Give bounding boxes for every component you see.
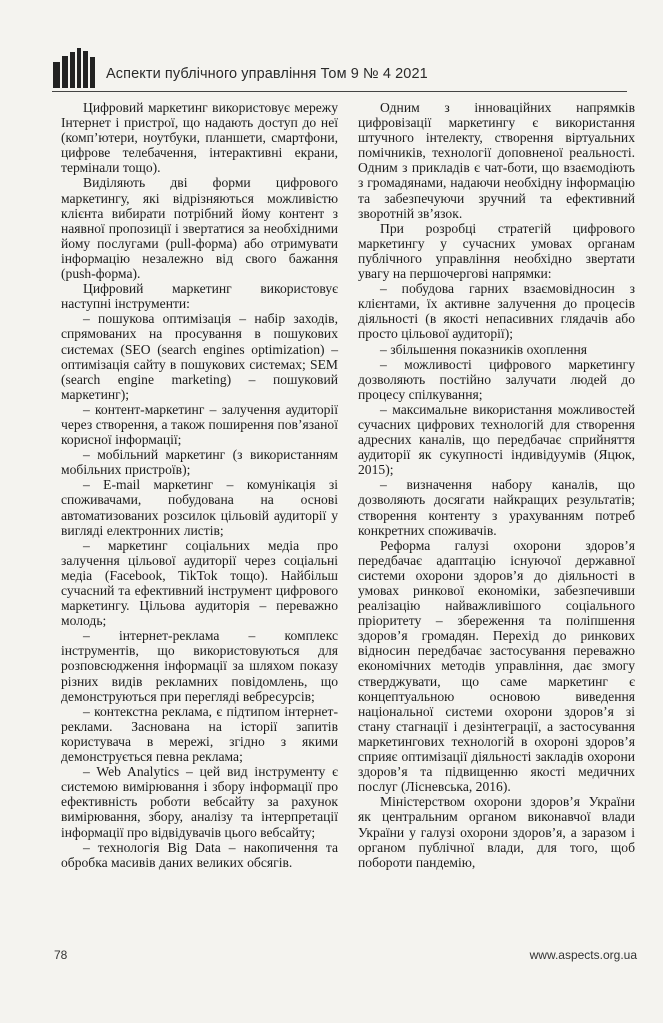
paragraph: Цифровий маркетинг використовує наступні інструменти: (61, 281, 338, 312)
header-divider (52, 91, 627, 92)
journal-title: Аспекти публічного управління Том 9 № 4 2021 (106, 66, 428, 82)
website-link[interactable]: www.aspects.org.ua (529, 948, 637, 962)
list-item: – E-mail маркетинг – комунікація зі споживачами, побудована на основі автоматизованих розсилок цільовій аудиторії у вигляді електронних листів; (61, 477, 338, 538)
list-item: – маркетинг соціальних медіа про залучення цільової аудиторії через соціальні медіа (Facebook, TikTok тощо). Найбільш сучасний та ефективний інструмент цифрового маркетингу. Цільова аудиторія – переважно молодь; (61, 537, 338, 629)
paragraph: При розробці стратегій цифрового маркетингу у сучасних умовах органам публічного управління необхідно звертати увагу на першочергові напрямки: (358, 220, 635, 282)
left-column (61, 100, 338, 870)
list-item: – мобільний маркетинг (з використанням мобільних пристроїв); (61, 447, 338, 478)
paragraph: Міністерством охорони здоров’я України як центральним органом виконавчої влади України у галузі охорони здоров’я, а заразом і органом публічної влади, для того, щоб побороти пандемію, (358, 794, 635, 870)
paragraph: Цифровий маркетинг використовує мережу Інтернет і пристрої, що надають доступ до неї (комп’ютери, ноутбуки, планшети, смартфони, цифрове телебачення, інтерактивні екрани, термінали тощо). (61, 100, 338, 176)
right-column (358, 100, 635, 870)
list-item: – інтернет-реклама – комплекс інструментів, що використовуються для розповсюдження інформації за шляхом показу різних видів рекламних повідомлень, що демонструються при перегляді вебресурсів; (61, 628, 338, 704)
list-item: – збільшення показників охоплення (380, 341, 587, 357)
list-item: – побудова гарних взаємовідносин з клієнтами, їх активне залучення до процесів діяльності (в якості непасивних глядачів або просто цільової аудиторії); (358, 281, 635, 342)
list-item: – максимальне використання можливостей сучасних цифрових технологій для створення адресних каналів, що передбачає сприйняття аудиторії як сукупності індивідуумів (Яцюк, 2015); (358, 401, 635, 478)
paragraph: Виділяють дві форми цифрового маркетингу, які відрізняються можливістю клієнта вибирати потрібний йому контент з наявної пропозиції і звертатися за необхідними йому послугами (pull-форма) або отримувати інформацію незалежно від свого бажання (push-форма). (61, 175, 338, 282)
paragraph: Реформа галузі охорони здоров’я передбачає адаптацію існуючої державної системи охорони здоров’я до діяльності в умовах ринкової економіки, забезпечивши реалізацію найважливішого соціального пріоритету – збереження та поліпшення здоров’я громадян. Перехід до ринкових відносин передбачає застосування переважно економічних методів управління, дає змогу стверджувати, що саме маркетинг є концептуальною основою виведення національної системи охорони здоров’я зі стану стагнації і дезінтеграції, а застосування маркетингових технологій в охороні здоров’я сприяє оптимізації діяльності закладів охорони здоров’я та підвищенню якості медичних послуг (Лісневська, 2016). (358, 537, 635, 795)
list-item: – контент-маркетинг – залучення аудиторії через створення, а також поширення пов’язаної корисної інформації; (61, 401, 338, 448)
building-columns-logo-icon (52, 48, 96, 88)
list-item: – визначення набору каналів, що дозволяють досягати найкращих результатів; створення контенту з урахуванням потреб конкретних споживачів. (358, 477, 635, 538)
paragraph: Одним з інноваційних напрямків цифровізації маркетингу є використання штучного інтелекту, створення віртуальних помічників, технології доповненої реальності. Одним з прикладів є чат-боти, що взаємодіють з громадянами, надаючи необхідну інформацію та забезпечуючи зручний та ефективний зворотній зв’язок. (358, 100, 635, 221)
page-header (52, 48, 627, 88)
page-number: 78 (54, 948, 68, 962)
list-item: – можливості цифрового маркетингу дозволяють постійно залучати людей до процесу спілкування; (358, 356, 635, 402)
list-item: – пошукова оптимізація – набір заходів, спрямованих на просування в пошукових системах (SEO (search engines optimization) – оптимізація сайту в пошукових системах; SEM (search engine marketing) – пошуковий маркетинг); (61, 311, 338, 402)
list-item: – технологія Big Data – накопичення та обробка масивів даних великих обсягів. (61, 839, 338, 870)
list-item: – контекстна реклама, є підтипом інтернет-реклами. Заснована на історії запитів користувача в мережі, згідно з якими демонструється певна реклама; (61, 703, 338, 765)
list-item: – Web Analytics – цей вид інструменту є системою вимірювання і збору інформації про ефективність роботи вебсайту за рахунок вимірювання, збору, аналізу та інтерпретації інформації про відвідувачів цього вебсайту; (61, 764, 338, 840)
